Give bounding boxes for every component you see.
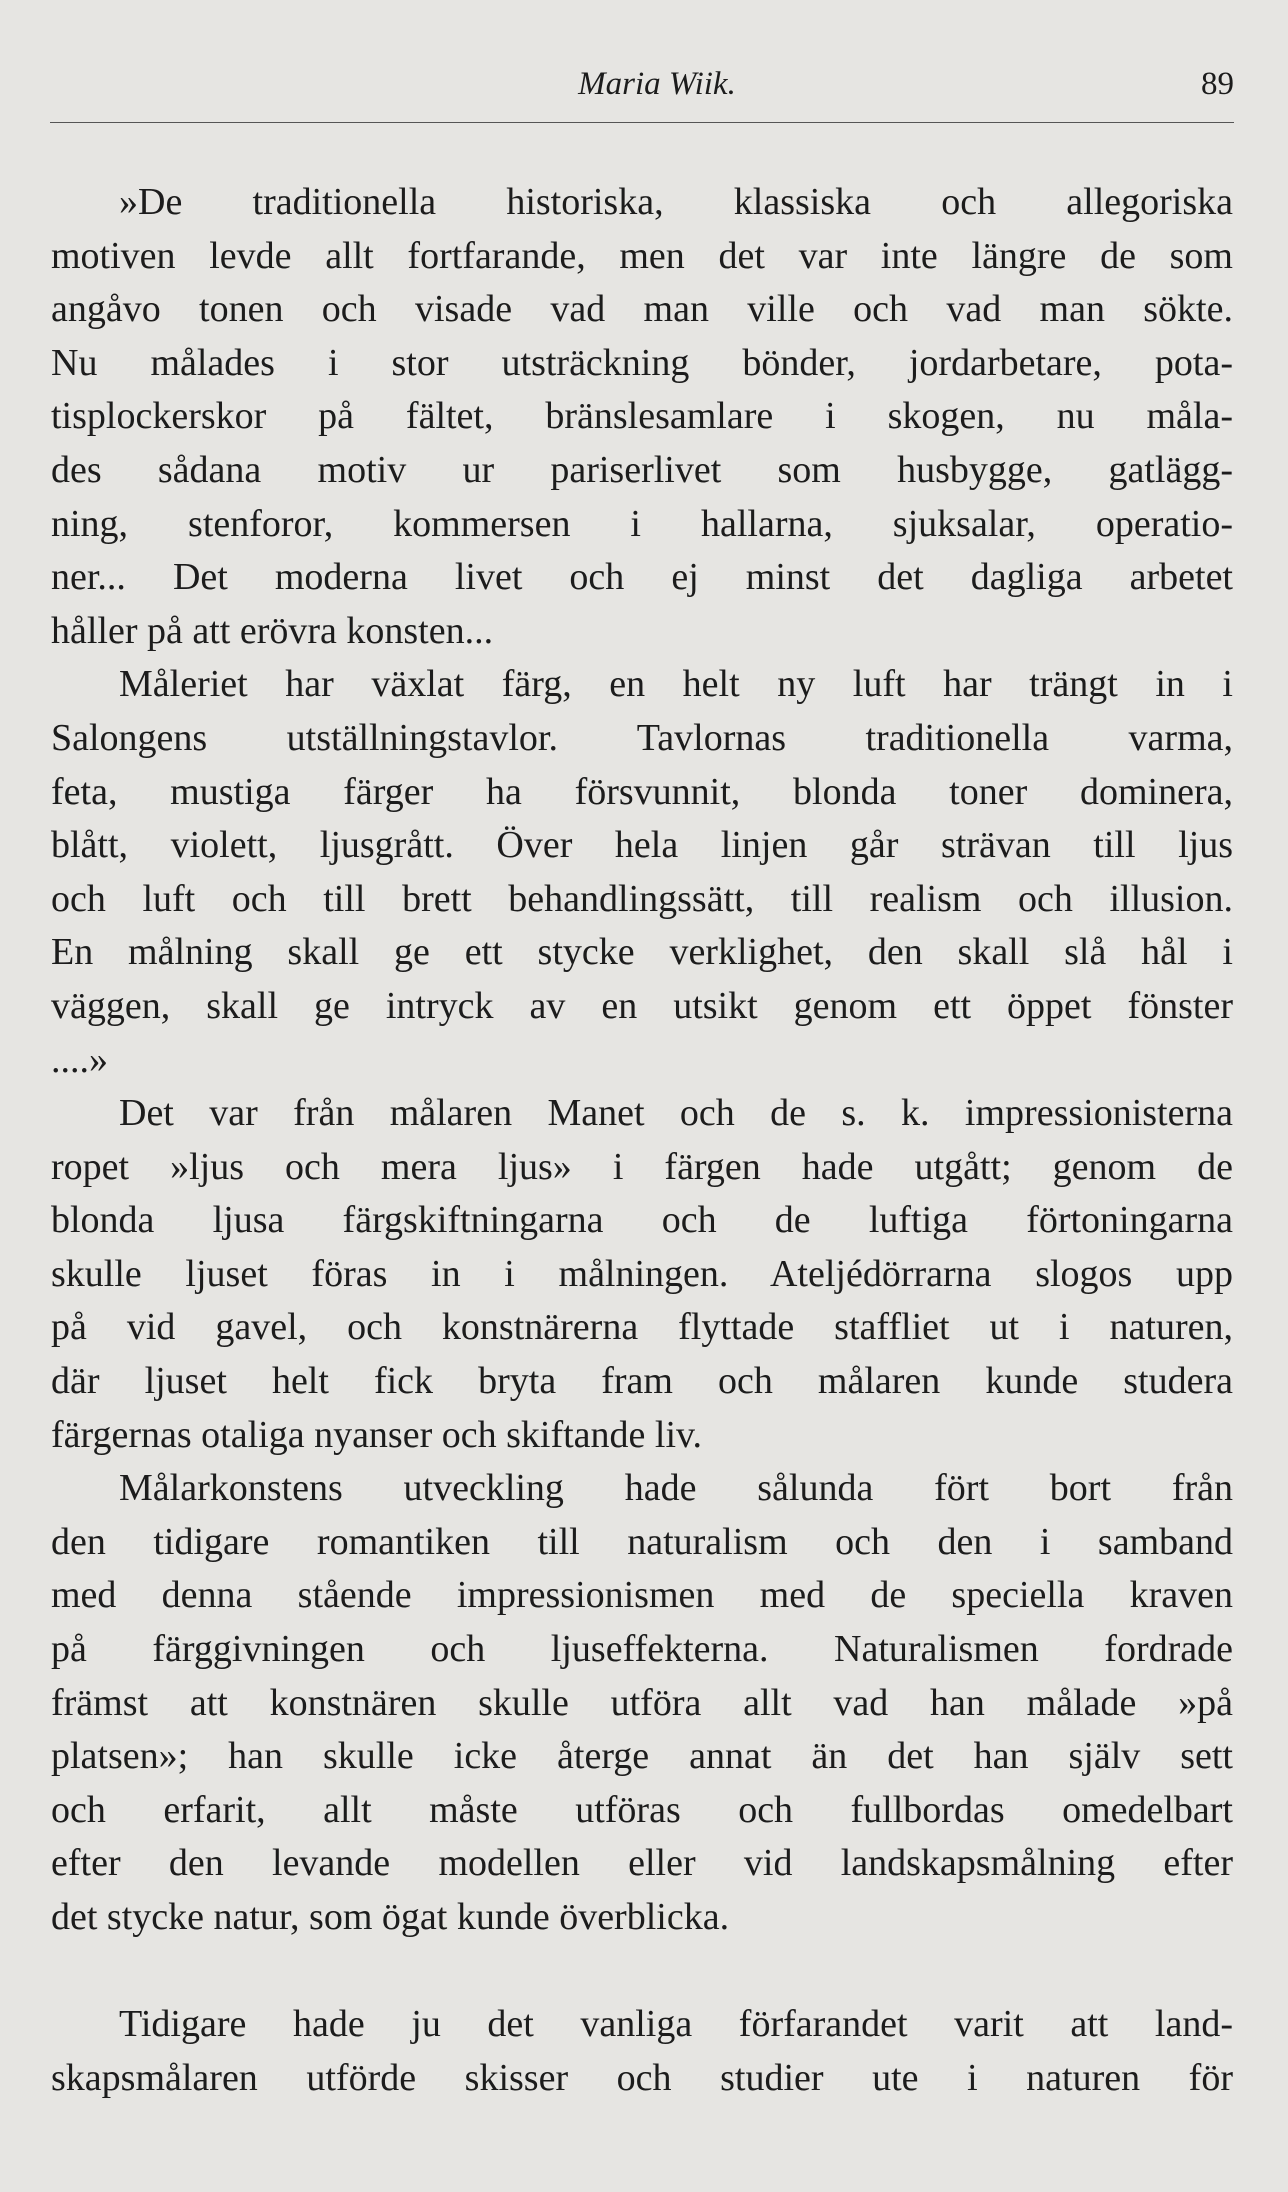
text-line: ning, stenforor, kommersen i hallarna, sjuksalar, operatio-: [51, 502, 1233, 545]
text-line: på vid gavel, och konstnärerna flyttade staffliet ut i naturen,: [51, 1306, 1233, 1349]
text-line: väggen, skall ge intryck av en utsikt genom ett öppet fönster: [51, 984, 1233, 1027]
body-text: [51, 176, 1233, 2105]
text-line: med denna stående impressionismen med de speciella kraven: [51, 1574, 1233, 1617]
text-line: motiven levde allt fortfarande, men det var inte längre de som: [51, 234, 1233, 277]
text-line: där ljuset helt fick bryta fram och målaren kunde studera: [51, 1360, 1233, 1403]
text-line: blonda ljusa färgskiftningarna och de luftiga förtoningarna: [51, 1199, 1233, 1242]
header-rule: [50, 122, 1234, 123]
paragraph-5: [51, 1998, 1233, 2105]
text-line: angåvo tonen och visade vad man ville och vad man sökte.: [51, 288, 1233, 331]
text-line: Salongens utställningstavlor. Tavlornas traditionella varma,: [51, 716, 1233, 759]
text-line: feta, mustiga färger ha försvunnit, blonda toner dominera,: [51, 770, 1233, 813]
text-line: det stycke natur, som ögat kunde överblicka.: [51, 1896, 730, 1938]
text-line: och erfarit, allt måste utföras och fullbordas omedelbart: [51, 1788, 1233, 1831]
text-line: En målning skall ge ett stycke verklighet, den skall slå hål i: [51, 931, 1233, 974]
page-number: 89: [1201, 66, 1234, 102]
text-line: platsen»; han skulle icke återge annat än det han själv sett: [51, 1735, 1233, 1778]
text-line: ropet »ljus och mera ljus» i färgen hade utgått; genom de: [51, 1145, 1233, 1188]
text-line: Nu målades i stor utsträckning bönder, jordarbetare, pota-: [51, 341, 1233, 384]
text-line: Målarkonstens utveckling hade sålunda fört bort från: [119, 1467, 1233, 1510]
paragraph-1: [51, 176, 1233, 658]
text-line: Måleriet har växlat färg, en helt ny luft har trängt in i: [119, 663, 1233, 706]
text-line: des sådana motiv ur pariserlivet som husbygge, gatlägg-: [51, 448, 1233, 491]
text-line: skapsmålaren utförde skisser och studier ute i naturen för: [51, 2056, 1233, 2099]
text-line: skulle ljuset föras in i målningen. Ateljédörrarna slogos upp: [51, 1252, 1233, 1295]
text-line: blått, violett, ljusgrått. Över hela linjen går strävan till ljus: [51, 824, 1233, 867]
text-line: främst att konstnären skulle utföra allt vad han målade »på: [51, 1681, 1233, 1724]
paragraph-4: [51, 1462, 1233, 1944]
text-line: Det var från målaren Manet och de s. k. impressionisterna: [119, 1092, 1233, 1135]
page-header: [50, 64, 1234, 120]
text-line: på färggivningen och ljuseffekterna. Naturalismen fordrade: [51, 1628, 1233, 1671]
paragraph-spacer: [51, 1945, 1233, 1999]
text-line: tisplockerskor på fältet, bränslesamlare i skogen, nu måla-: [51, 395, 1233, 438]
text-line: den tidigare romantiken till naturalism och den i samband: [51, 1520, 1233, 1563]
text-line: ner... Det moderna livet och ej minst det dagliga arbetet: [51, 556, 1233, 599]
text-line: efter den levande modellen eller vid landskapsmålning efter: [51, 1842, 1233, 1885]
running-title: Maria Wiik.: [578, 66, 736, 102]
text-line: färgernas otaliga nyanser och skiftande liv.: [51, 1413, 703, 1456]
text-line: och luft och till brett behandlingssätt, till realism och illusion.: [51, 877, 1233, 920]
paragraph-2: [51, 658, 1233, 1087]
text-line: ....»: [51, 1038, 108, 1081]
paragraph-3: [51, 1087, 1233, 1462]
text-line: håller på att erövra konsten...: [51, 609, 494, 652]
text-line: »De traditionella historiska, klassiska och allegoriska: [119, 181, 1233, 223]
text-line: Tidigare hade ju det vanliga förfarandet varit att land-: [119, 2003, 1233, 2046]
